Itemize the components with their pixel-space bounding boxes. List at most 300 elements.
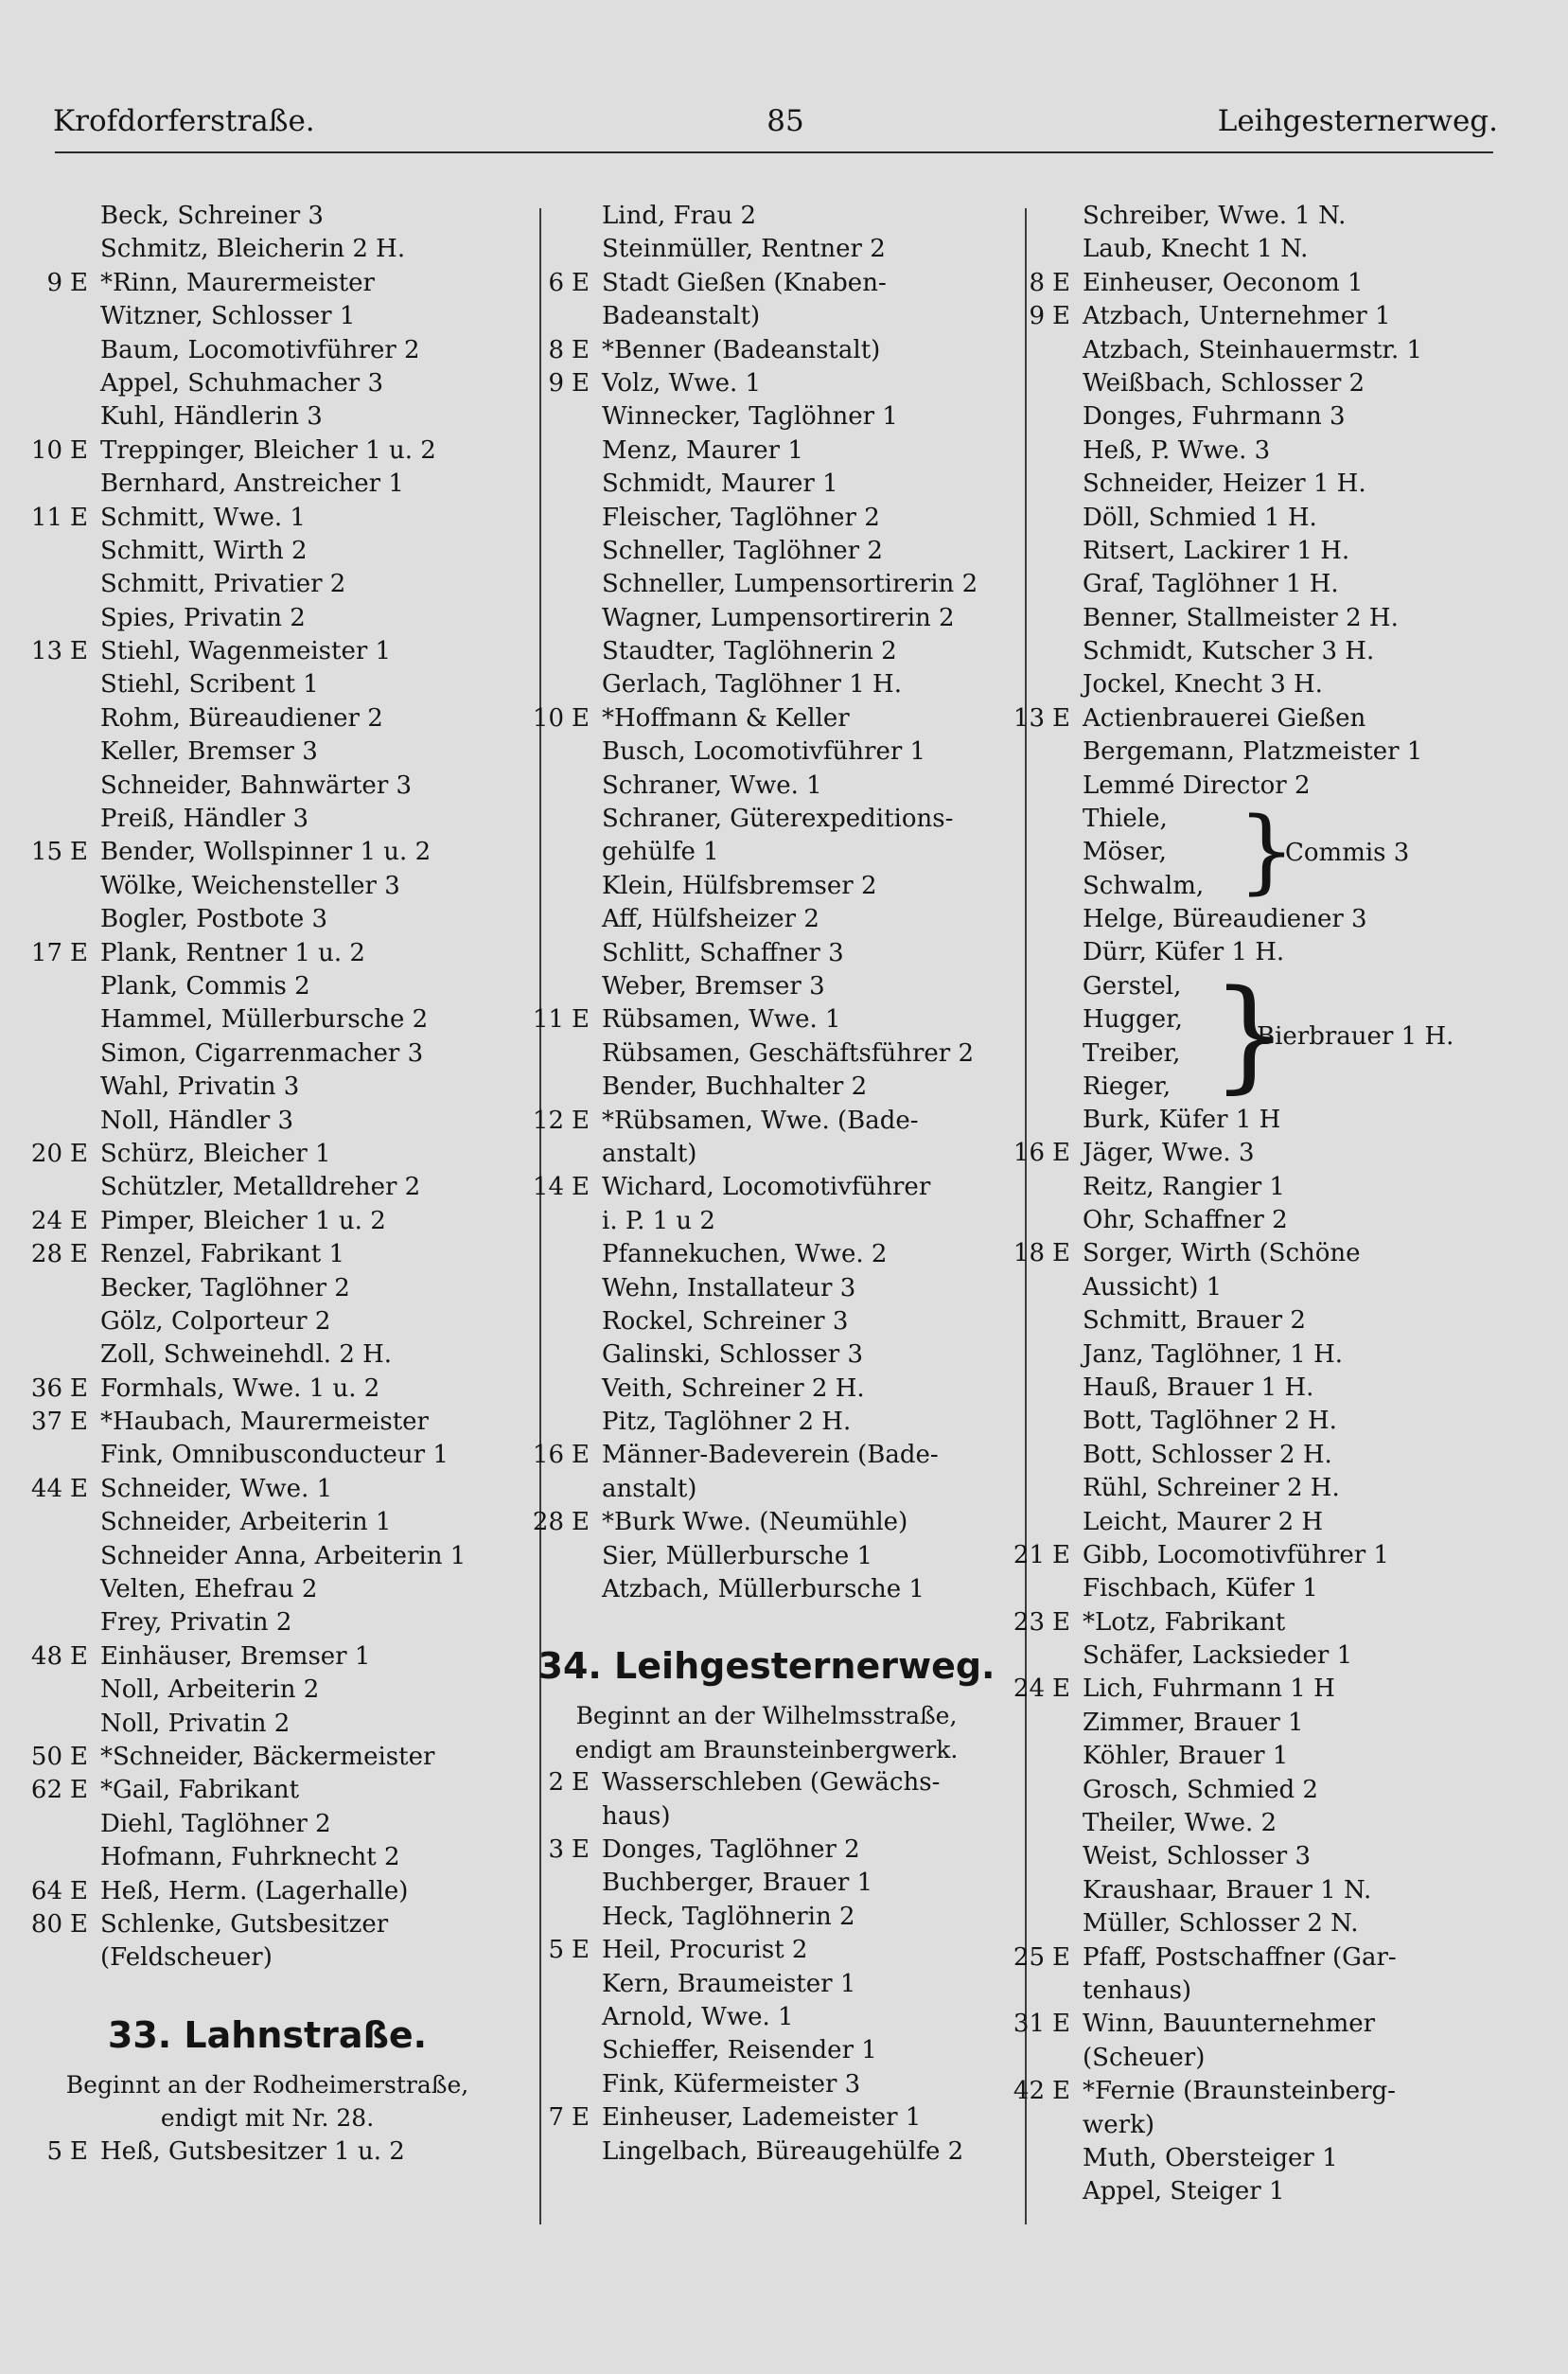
column-3 — [992, 200, 1522, 2209]
list-item — [9, 400, 525, 434]
resident-text: Schneider, Wwe. 1 — [100, 1474, 333, 1503]
house-number: 21 — [1013, 1540, 1045, 1569]
owner-mark: E — [572, 1936, 590, 1965]
house-number: 23 — [1013, 1607, 1045, 1637]
list-item — [511, 1573, 1022, 1606]
list-item — [992, 1975, 1522, 2008]
owner-mark: E — [70, 1139, 88, 1168]
list-item — [9, 200, 525, 233]
list-item — [992, 1539, 1522, 1572]
house-number: 13 — [30, 637, 62, 666]
resident-text: Burk, Küfer 1 H — [1083, 1105, 1281, 1134]
resident-text: i. P. 1 u 2 — [602, 1206, 715, 1235]
resident-text: Gibb, Locomotivführer 1 — [1083, 1540, 1389, 1569]
list-item — [511, 233, 1022, 266]
section-description — [511, 1699, 1022, 1766]
list-item — [511, 2034, 1022, 2067]
resident-text: Heß, P. Wwe. 3 — [1083, 435, 1271, 465]
list-item — [511, 803, 1022, 836]
resident-text: Stiehl, Scribent 1 — [100, 670, 319, 700]
resident-text: Schmitt, Privatier 2 — [100, 570, 346, 599]
list-item — [9, 1373, 525, 1406]
owner-mark: E — [1052, 268, 1070, 297]
list-item — [992, 2008, 1522, 2041]
resident-text: Schützler, Metalldreher 2 — [100, 1173, 421, 1202]
resident-text: Simon, Cigarrenmacher 3 — [100, 1038, 424, 1068]
list-item — [992, 400, 1522, 434]
resident-text: Einheuser, Lademeister 1 — [602, 2103, 922, 2133]
resident-text: Diehl, Taglöhner 2 — [100, 1809, 331, 1838]
house-number: 62 — [30, 1776, 62, 1805]
resident-text: Steinmüller, Rentner 2 — [602, 235, 886, 264]
list-item — [992, 1572, 1522, 1605]
house-number: 10 — [30, 435, 62, 465]
resident-text: Hauß, Brauer 1 H. — [1083, 1373, 1314, 1402]
resident-text: Schneider, Arbeiterin 1 — [100, 1508, 392, 1537]
house-number: 9 — [548, 368, 564, 398]
list-item — [992, 903, 1522, 936]
resident-text: Lingelbach, Büreaugehülfe 2 — [602, 2136, 964, 2166]
list-item — [9, 1941, 525, 1975]
house-number: 3 — [548, 1835, 564, 1864]
list-item — [992, 1639, 1522, 1673]
list-item — [511, 1506, 1022, 1539]
list-item — [511, 602, 1022, 635]
resident-text: *Hoffmann & Keller — [602, 703, 850, 733]
owner-mark: E — [70, 838, 88, 867]
resident-text: Keller, Bremser 3 — [100, 737, 318, 767]
list-item — [9, 735, 525, 769]
resident-text: haus) — [602, 1801, 671, 1831]
list-item — [511, 568, 1022, 601]
list-item — [992, 1840, 1522, 1873]
house-number: 17 — [30, 938, 62, 967]
house-number: 42 — [1013, 2077, 1045, 2106]
list-item — [9, 1540, 525, 1573]
owner-mark: E — [572, 1173, 590, 1202]
resident-text: Donges, Taglöhner 2 — [602, 1835, 860, 1864]
list-item — [992, 1941, 1522, 1975]
resident-text: werk) — [1083, 2110, 1154, 2139]
resident-text: Muth, Obersteiger 1 — [1083, 2143, 1338, 2172]
list-item — [992, 702, 1522, 735]
running-head-left: Krofdorferstraße. — [53, 104, 315, 138]
resident-text: Schneller, Taglöhner 2 — [602, 536, 883, 565]
owner-mark: E — [572, 1768, 590, 1798]
list-item — [9, 1640, 525, 1674]
resident-text: Badeanstalt) — [602, 302, 761, 331]
section-description-line: endigt am Braunsteinbergwerk. — [574, 1735, 959, 1763]
resident-text: Bender, Buchhalter 2 — [602, 1072, 868, 1102]
list-item — [992, 1774, 1522, 1807]
owner-mark: E — [70, 1240, 88, 1269]
section-title: 33. Lahnstraße. — [107, 2013, 428, 2056]
resident-text: Leicht, Maurer 2 H — [1083, 1507, 1324, 1536]
resident-text: Rübsamen, Geschäftsführer 2 — [602, 1038, 975, 1068]
list-item — [992, 2075, 1522, 2108]
house-number: 10 — [532, 703, 564, 733]
list-item — [992, 502, 1522, 535]
resident-text: *Gail, Fabrikant — [100, 1776, 300, 1805]
owner-mark: E — [70, 503, 88, 532]
resident-text: Ritsert, Lackirer 1 H. — [1083, 536, 1350, 565]
resident-text: Volz, Wwe. 1 — [602, 368, 762, 398]
resident-text: Bogler, Postbote 3 — [100, 905, 328, 934]
resident-text: Weist, Schlosser 3 — [1083, 1842, 1312, 1871]
resident-text: Plank, Rentner 1 u. 2 — [100, 938, 365, 967]
resident-text: Theiler, Wwe. 2 — [1083, 1809, 1277, 1838]
resident-text: Atzbach, Unternehmer 1 — [1083, 302, 1391, 331]
list-item — [511, 903, 1022, 936]
owner-mark: E — [1052, 302, 1070, 331]
resident-text: Buchberger, Brauer 1 — [602, 1869, 873, 1898]
resident-text: Hofmann, Fuhrknecht 2 — [100, 1843, 400, 1872]
resident-text: Jockel, Knecht 3 H. — [1083, 670, 1323, 700]
owner-mark: E — [1052, 1607, 1070, 1637]
resident-text: Spies, Privatin 2 — [100, 603, 306, 632]
list-item — [511, 1406, 1022, 1439]
list-item — [9, 1305, 525, 1338]
resident-text: *Schneider, Bäckermeister — [100, 1742, 435, 1771]
resident-text: Hammel, Müllerbursche 2 — [100, 1005, 429, 1035]
list-item — [9, 702, 525, 735]
resident-text: Schneider, Heizer 1 H. — [1083, 469, 1366, 499]
resident-text: Fischbach, Küfer 1 — [1083, 1574, 1318, 1603]
resident-text: Schmitt, Wwe. 1 — [100, 503, 306, 532]
list-item — [992, 1372, 1522, 1405]
list-item — [9, 1708, 525, 1741]
resident-text: Schmitt, Wirth 2 — [100, 536, 308, 565]
resident-text: Fink, Küfermeister 3 — [602, 2069, 861, 2099]
owner-mark: E — [70, 435, 88, 465]
house-number: 24 — [1013, 1674, 1045, 1704]
list-item — [992, 1439, 1522, 1472]
list-item — [511, 1171, 1022, 1204]
owner-mark: E — [572, 1835, 590, 1864]
resident-text: Jäger, Wwe. 3 — [1083, 1139, 1255, 1168]
owner-mark: E — [70, 1876, 88, 1905]
resident-text: Reitz, Rangier 1 — [1083, 1172, 1285, 1201]
resident-text: *Lotz, Fabrikant — [1083, 1607, 1286, 1637]
resident-text: Lemmé Director 2 — [1083, 771, 1311, 800]
list-item — [992, 2109, 1522, 2142]
header-rule — [55, 151, 1493, 153]
list-item — [9, 1473, 525, 1506]
owner-mark: E — [70, 2136, 88, 2166]
list-item — [511, 2101, 1022, 2135]
resident-text: Appel, Schuhmacher 3 — [100, 368, 383, 398]
list-item — [992, 2142, 1522, 2175]
resident-text: Zoll, Schweinehdl. 2 H. — [100, 1340, 393, 1370]
house-number: 14 — [532, 1173, 564, 1202]
list-item — [9, 836, 525, 869]
resident-text: Köhler, Brauer 1 — [1083, 1742, 1289, 1771]
column-1 — [9, 200, 525, 2169]
resident-text: Staudter, Taglöhnerin 2 — [602, 637, 897, 666]
bierbrauer-brace-group — [992, 964, 1522, 1106]
resident-text: Bott, Schlosser 2 H. — [1083, 1440, 1332, 1469]
house-number: 7 — [548, 2103, 564, 2133]
resident-text: Grosch, Schmied 2 — [1083, 1775, 1318, 1804]
brace-name: Rieger, — [1083, 1072, 1172, 1102]
resident-text: Kraushaar, Brauer 1 N. — [1083, 1875, 1372, 1905]
resident-text: Wölke, Weichensteller 3 — [100, 871, 400, 900]
resident-text: Schäfer, Lacksieder 1 — [1083, 1641, 1353, 1671]
resident-text: Klein, Hülfsbremser 2 — [602, 871, 877, 900]
list-item — [511, 1138, 1022, 1171]
resident-text: Dürr, Küfer 1 H. — [1083, 938, 1285, 967]
resident-text: Helge, Büreaudiener 3 — [1083, 905, 1367, 934]
resident-text: Busch, Locomotivführer 1 — [602, 737, 926, 767]
resident-text: Schmitz, Bleicherin 2 H. — [100, 235, 406, 264]
list-item — [9, 803, 525, 836]
resident-text: Wichard, Locomotivführer — [602, 1173, 931, 1202]
list-item — [511, 1238, 1022, 1271]
house-number: 80 — [30, 1909, 62, 1939]
resident-text: Weber, Bremser 3 — [602, 971, 825, 1001]
resident-text: Schlenke, Gutsbesitzer — [100, 1909, 389, 1939]
list-item — [9, 870, 525, 903]
house-number: 13 — [1013, 703, 1045, 733]
list-item — [992, 668, 1522, 701]
list-item — [511, 468, 1022, 501]
resident-text: Donges, Fuhrmann 3 — [1083, 402, 1346, 432]
list-item — [9, 1674, 525, 1707]
curly-brace: } — [1238, 798, 1296, 905]
list-item — [992, 568, 1522, 601]
list-item — [9, 468, 525, 501]
list-item — [511, 870, 1022, 903]
brace-label: Bierbrauer 1 H. — [1257, 1021, 1454, 1051]
resident-text: Männer-Badeverein (Bade- — [602, 1441, 939, 1470]
list-item — [511, 1003, 1022, 1036]
list-item — [992, 1807, 1522, 1840]
page-number: 85 — [766, 104, 804, 138]
list-item — [511, 1934, 1022, 1967]
brace-name: Thiele, — [1083, 805, 1168, 834]
list-item — [9, 1808, 525, 1841]
resident-text: Einhäuser, Bremser 1 — [100, 1641, 371, 1671]
list-item — [511, 434, 1022, 468]
owner-mark: E — [70, 1373, 88, 1403]
list-item — [511, 1373, 1022, 1406]
curly-brace: } — [1211, 964, 1289, 1106]
resident-text: Schraner, Güterexpeditions- — [602, 805, 954, 834]
resident-text: Laub, Knecht 1 N. — [1083, 235, 1309, 264]
list-item — [511, 1439, 1022, 1472]
resident-text: Janz, Taglöhner, 1 H. — [1083, 1339, 1344, 1369]
resident-text: Heck, Taglöhnerin 2 — [602, 1902, 855, 1931]
resident-text: Baum, Locomotivführer 2 — [100, 335, 420, 364]
list-item — [9, 1272, 525, 1305]
resident-text: Plank, Commis 2 — [100, 971, 310, 1001]
list-item — [511, 1338, 1022, 1372]
resident-text: Gölz, Colporteur 2 — [100, 1306, 331, 1336]
list-item — [511, 2001, 1022, 2034]
owner-mark: E — [572, 335, 590, 364]
house-number: 37 — [30, 1408, 62, 1437]
resident-text: Atzbach, Steinhauermstr. 1 — [1083, 335, 1423, 364]
list-item — [9, 1003, 525, 1036]
resident-text: Bernhard, Anstreicher 1 — [100, 469, 404, 499]
brace-name: Treiber, — [1083, 1038, 1181, 1068]
resident-text: Winn, Bauunternehmer — [1083, 2010, 1376, 2039]
resident-text: *Burk Wwe. (Neumühle) — [602, 1508, 908, 1537]
resident-text: Heß, Gutsbesitzer 1 u. 2 — [100, 2136, 405, 2166]
owner-mark: E — [70, 637, 88, 666]
list-item — [511, 1834, 1022, 1867]
list-item — [511, 668, 1022, 701]
house-number: 28 — [30, 1240, 62, 1269]
resident-text: Wagner, Lumpensortirerin 2 — [602, 603, 955, 632]
resident-text: Lind, Frau 2 — [602, 202, 757, 230]
house-number: 12 — [532, 1106, 564, 1135]
list-item — [992, 2042, 1522, 2075]
list-item — [9, 1908, 525, 1941]
resident-text: Galinski, Schlosser 3 — [602, 1340, 863, 1370]
house-number: 5 — [46, 2136, 62, 2166]
resident-text: tenhaus) — [1083, 1975, 1192, 2005]
house-number: 16 — [1013, 1139, 1045, 1168]
brace-name: Möser, — [1083, 838, 1167, 867]
list-item — [992, 602, 1522, 635]
resident-text: Appel, Steiger 1 — [1083, 2177, 1285, 2206]
resident-text: Becker, Taglöhner 2 — [100, 1273, 350, 1302]
list-item — [992, 468, 1522, 501]
resident-text: Rühl, Schreiner 2 H. — [1083, 1474, 1340, 1503]
resident-text: Rohm, Büreaudiener 2 — [100, 703, 383, 733]
list-item — [511, 1540, 1022, 1573]
resident-text: Noll, Privatin 2 — [100, 1709, 291, 1738]
owner-mark: E — [1052, 703, 1070, 733]
house-number: 11 — [532, 1005, 564, 1035]
resident-text: Veith, Schreiner 2 H. — [602, 1373, 865, 1403]
resident-text: anstalt) — [602, 1139, 697, 1168]
section-description — [9, 2068, 525, 2135]
list-item — [9, 1037, 525, 1071]
list-item — [992, 300, 1522, 333]
resident-text: Treppinger, Bleicher 1 u. 2 — [100, 435, 436, 465]
resident-text: Stadt Gießen (Knaben- — [602, 268, 887, 297]
brace-name: Schwalm, — [1083, 871, 1205, 900]
house-number: 11 — [30, 503, 62, 532]
house-number: 64 — [30, 1876, 62, 1905]
house-number: 48 — [30, 1641, 62, 1671]
resident-text: Pfaff, Postschaffner (Gar- — [1083, 1942, 1397, 1972]
list-item — [511, 267, 1022, 300]
list-item — [9, 770, 525, 803]
list-item — [992, 434, 1522, 468]
resident-text: Schneider Anna, Arbeiterin 1 — [100, 1541, 467, 1570]
resident-text: Kern, Braumeister 1 — [602, 1969, 856, 1998]
resident-text: Frey, Privatin 2 — [100, 1608, 292, 1638]
resident-text: *Haubach, Maurermeister — [100, 1408, 429, 1437]
list-item — [511, 2068, 1022, 2101]
resident-text: Schneider, Bahnwärter 3 — [100, 771, 413, 800]
list-item — [992, 267, 1522, 300]
resident-text: Aff, Hülfsheizer 2 — [602, 905, 819, 934]
house-number: 20 — [30, 1139, 62, 1168]
resident-text: Schieffer, Reisender 1 — [602, 2036, 877, 2065]
owner-mark: E — [1052, 1139, 1070, 1168]
house-number: 31 — [1013, 2010, 1045, 2039]
resident-text: anstalt) — [602, 1474, 697, 1503]
resident-text: Schneller, Lumpensortirerin 2 — [602, 570, 978, 599]
resident-text: *Benner (Badeanstalt) — [602, 335, 881, 364]
list-item — [9, 1338, 525, 1372]
list-item — [511, 1105, 1022, 1138]
house-number: 9 — [1029, 302, 1045, 331]
list-item — [9, 937, 525, 970]
list-item — [511, 1205, 1022, 1238]
list-item — [9, 367, 525, 400]
house-number: 2 — [548, 1768, 564, 1798]
list-item — [9, 1238, 525, 1271]
resident-text: Zimmer, Brauer 1 — [1083, 1708, 1304, 1737]
list-item — [992, 535, 1522, 568]
resident-text: Winnecker, Taglöhner 1 — [602, 402, 898, 432]
list-item — [992, 635, 1522, 668]
owner-mark: E — [572, 2103, 590, 2133]
list-item — [9, 233, 525, 266]
house-number: 15 — [30, 838, 62, 867]
resident-text: Actienbrauerei Gießen — [1083, 703, 1366, 733]
section-description-line: Beginnt an der Wilhelmsstraße, — [575, 1702, 958, 1730]
resident-text: Preiß, Händler 3 — [100, 805, 309, 834]
house-number: 24 — [30, 1206, 62, 1235]
resident-text: Schlitt, Schaffner 3 — [602, 938, 844, 967]
resident-text: Schraner, Wwe. 1 — [602, 771, 822, 800]
owner-mark: E — [572, 1441, 590, 1470]
list-item — [9, 1406, 525, 1439]
list-item — [992, 200, 1522, 233]
list-item — [992, 1907, 1522, 1940]
section-description-line: endigt mit Nr. 28. — [160, 2104, 375, 2133]
house-number: 6 — [548, 268, 564, 297]
list-item — [9, 502, 525, 535]
resident-text: Stiehl, Wagenmeister 1 — [100, 637, 392, 666]
list-item — [992, 1606, 1522, 1639]
resident-text: Einheuser, Oeconom 1 — [1083, 268, 1364, 297]
house-number: 18 — [1013, 1239, 1045, 1268]
resident-text: Sier, Müllerbursche 1 — [602, 1541, 873, 1570]
resident-text: Rübsamen, Wwe. 1 — [602, 1005, 841, 1035]
column-2 — [511, 200, 1022, 2169]
list-item — [992, 1237, 1522, 1270]
list-item — [511, 1037, 1022, 1071]
list-item — [9, 1171, 525, 1204]
resident-text: Pitz, Taglöhner 2 H. — [602, 1408, 852, 1437]
house-number: 28 — [532, 1508, 564, 1537]
list-item — [9, 1841, 525, 1874]
owner-mark: E — [70, 1408, 88, 1437]
resident-text: Arnold, Wwe. 1 — [602, 2002, 794, 2031]
list-item — [9, 635, 525, 668]
resident-text: Heil, Procurist 2 — [602, 1936, 808, 1965]
house-number: 9 — [46, 268, 62, 297]
resident-text: Noll, Händler 3 — [100, 1106, 294, 1135]
list-item — [511, 200, 1022, 233]
resident-text: *Fernie (Braunsteinberg- — [1083, 2077, 1396, 2106]
list-item — [511, 367, 1022, 400]
resident-text: Schmitt, Brauer 2 — [1083, 1306, 1306, 1336]
running-head-right: Leihgesternerweg. — [1217, 104, 1498, 138]
owner-mark: E — [70, 938, 88, 967]
resident-text: Beck, Schreiner 3 — [100, 202, 324, 230]
section-description-line: Beginnt an der Rodheimerstraße, — [65, 2070, 469, 2099]
house-number: 8 — [548, 335, 564, 364]
owner-mark: E — [572, 1106, 590, 1135]
